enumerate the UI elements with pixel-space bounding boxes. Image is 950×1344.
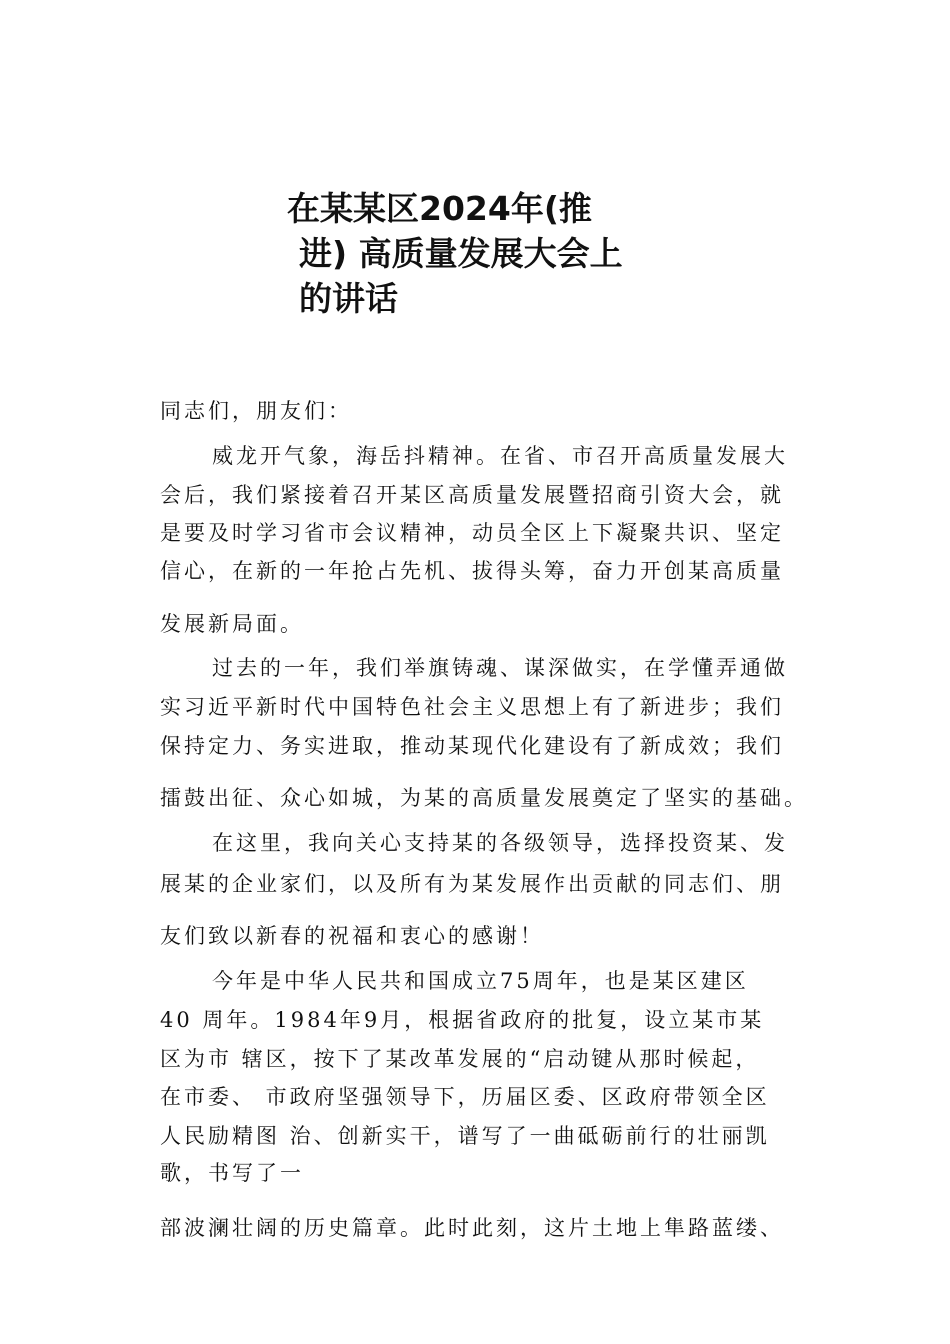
body-line: 发展新局面。 (160, 612, 304, 636)
body-line: 区为市 辖区，按下了某改革发展的“启动键从那时候起， (160, 1047, 760, 1071)
salutation: 同志们，朋友们： (160, 399, 352, 423)
body-line: 威龙开气象，海岳抖精神。在省、市召开高质量发展大 (212, 444, 788, 468)
body-line: 40 周年。1984年9月，根据省政府的批复，设立某市某 (160, 1008, 765, 1032)
body-line: 会后，我们紧接着召开某区高质量发展暨招商引资大会，就 (160, 483, 784, 507)
body-line: 部波澜壮阔的历史篇章。此时此刻，这片土地上隼路蓝缕、 (160, 1216, 784, 1240)
body-line: 擂鼓出征、众心如城，为某的高质量发展奠定了坚实的基础。 (160, 786, 808, 810)
title-line: 进) 高质量发展大会上 (299, 234, 623, 273)
body-line: 是要及时学习省市会议精神，动员全区上下凝聚共识、坚定 (160, 521, 784, 545)
body-line: 实习近平新时代中国特色社会主义思想上有了新进步；我们 (160, 695, 784, 719)
body-line: 友们致以新春的祝福和衷心的感谢！ (160, 924, 544, 948)
body-line: 信心，在新的一年抢占先机、拔得头筹，奋力开创某高质量 (160, 559, 784, 583)
title-line: 的讲话 (299, 279, 398, 318)
body-line: 过去的一年，我们举旗铸魂、谋深做实，在学懂弄通做 (212, 656, 788, 680)
title-line: 在某某区2024年(推 (287, 189, 592, 228)
body-line: 今年是中华人民共和国成立75周年，也是某区建区 (212, 969, 749, 993)
body-line: 保持定力、务实进取，推动某现代化建设有了新成效；我们 (160, 734, 784, 758)
body-line: 展某的企业家们，以及所有为某发展作出贡献的同志们、朋 (160, 872, 784, 896)
body-line: 在这里，我向关心支持某的各级领导，选择投资某、发 (212, 831, 788, 855)
document-title (287, 186, 667, 321)
body-line: 人民励精图 治、创新实干，谱写了一曲砥砺前行的壮丽凯 (160, 1124, 770, 1148)
body-line: 在市委、 市政府坚强领导下，历届区委、区政府带领全区 (160, 1085, 770, 1109)
body-line: 歌，书写了一 (160, 1161, 304, 1185)
